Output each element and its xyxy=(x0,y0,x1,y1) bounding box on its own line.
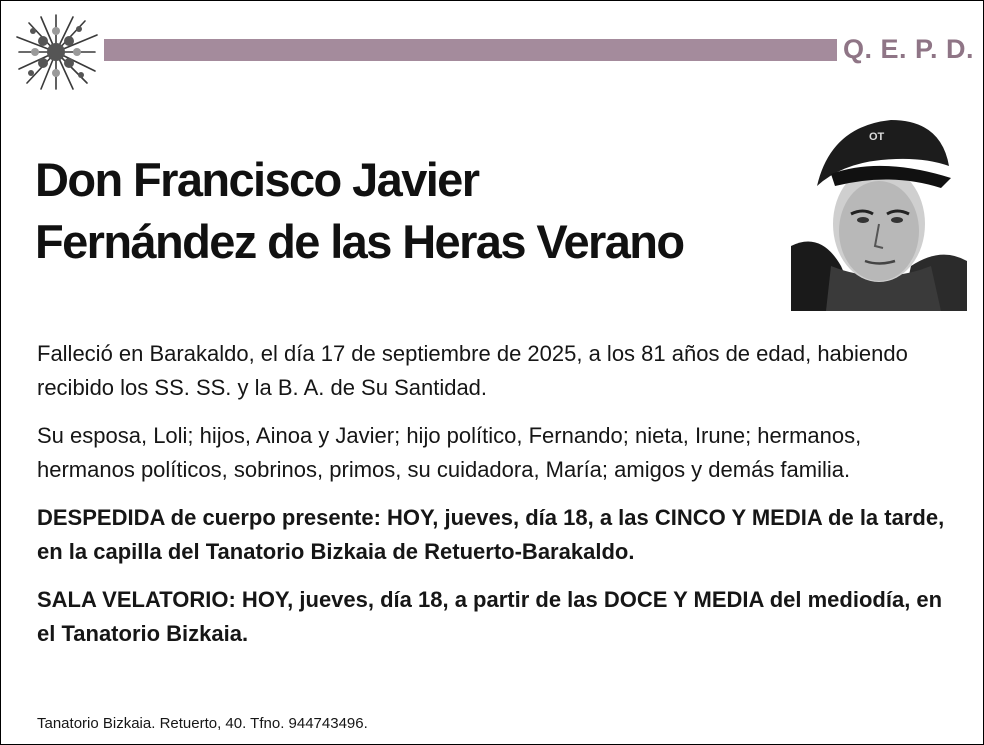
farewell-paragraph: DESPEDIDA de cuerpo presente: HOY, jueves, día 18, a las CINCO Y MEDIA de la tarde, en la capilla del Tanatorio Bizkaia de Retuerto-Barakaldo. xyxy=(37,505,945,564)
portrait-photo xyxy=(791,116,967,311)
header-rule xyxy=(104,39,837,61)
flower-icon xyxy=(13,11,99,93)
svg-text:OT: OT xyxy=(869,131,885,143)
wake-room-paragraph: SALA VELATORIO: HOY, jueves, día 18, a partir de las DOCE Y MEDIA del mediodía, en el Tanatorio Bizkaia. xyxy=(37,587,943,646)
deceased-name xyxy=(35,149,683,273)
death-notice-paragraph: Falleció en Barakaldo, el día 17 de septiembre de 2025, a los 81 años de edad, habiendo recibido los SS. SS. y la B. A. de Su Santidad. xyxy=(37,341,908,400)
obituary-body xyxy=(37,337,957,665)
name-line-1: Don Francisco Javier xyxy=(35,153,479,206)
name-line-2: Fernández de las Heras Verano xyxy=(35,215,684,268)
qepd-label: Q. E. P. D. xyxy=(843,34,975,64)
footer-contact: Tanatorio Bizkaia. Retuerto, 40. Tfno. 944743496. xyxy=(37,715,368,732)
family-paragraph: Su esposa, Loli; hijos, Ainoa y Javier; hijo político, Fernando; nieta, Irune; hermanos, hermanos políticos, sobrinos, primos, su cuidadora, María; amigos y demás familia. xyxy=(37,423,862,482)
